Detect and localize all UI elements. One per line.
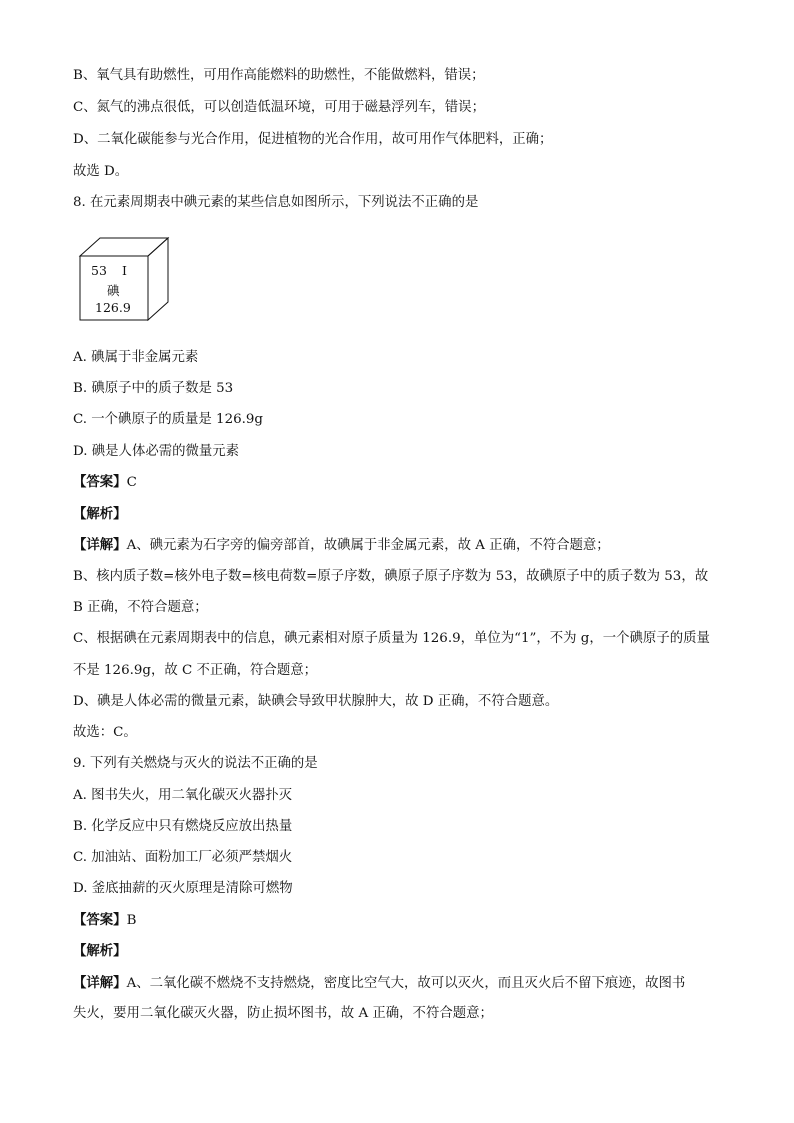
- option-a: A. 碘属于非金属元素: [73, 350, 199, 365]
- text-line: D、二氧化碳能参与光合作用，促进植物的光合作用，故可用作气体肥料，正确；: [73, 132, 553, 147]
- option-d: D. 釜底抽薪的灭火原理是清除可燃物: [73, 881, 293, 896]
- detail-label: 【详解】: [73, 975, 127, 991]
- detail-text: 失火，要用二氧化碳灭火器，防止损坏图书，故 A 正确，不符合题意；: [73, 1006, 493, 1021]
- element-symbol: I: [122, 263, 127, 278]
- option-b: B. 碘原子中的质子数是 53: [73, 381, 234, 396]
- detail-text: 不是 126.9g，故 C 不正确，符合题意；: [73, 663, 317, 678]
- answer-label: 【答案】: [73, 474, 127, 490]
- detail-text: B 正确，不符合题意；: [73, 600, 208, 615]
- answer-value: C: [126, 475, 137, 490]
- detail-label: 【详解】: [73, 537, 127, 553]
- option-a: A. 图书失火，用二氧化碳灭火器扑灭: [73, 788, 293, 803]
- answer-label: 【答案】: [73, 912, 127, 928]
- detail-text: 故选：C。: [73, 725, 137, 740]
- text-line: 故选 D。: [73, 164, 129, 179]
- detail-text: B、核内质子数=核外电子数=核电荷数=原子序数，碘原子原子序数为 53，故碘原子中的质子数为 53，故: [73, 569, 709, 584]
- atomic-mass: 126.9: [95, 300, 131, 315]
- detail-row: [73, 973, 734, 994]
- answer-row: [73, 910, 734, 931]
- element-name: 碘: [107, 283, 120, 298]
- answer-row: [73, 472, 734, 493]
- answer-value: B: [126, 913, 137, 928]
- question-9: 9. 下列有关燃烧与灭火的说法不正确的是: [73, 756, 318, 771]
- question-8: 8. 在元素周期表中碘元素的某些信息如图所示，下列说法不正确的是: [73, 195, 479, 210]
- text-line: C、氮气的沸点很低，可以创造低温环境，可用于磁悬浮列车，错误；: [73, 100, 485, 115]
- analysis-label: 【解析】: [73, 943, 127, 959]
- option-d: D. 碘是人体必需的微量元素: [73, 444, 240, 459]
- element-card-cube: [78, 236, 170, 322]
- detail-text: A、碘元素为石字旁的偏旁部首，故碘属于非金属元素，故 A 正确，不符合题意；: [126, 538, 610, 553]
- detail-text: A、二氧化碳不燃烧不支持燃烧，密度比空气大，故可以灭火，而且灭火后不留下痕迹，故图书: [126, 976, 686, 991]
- detail-row: [73, 535, 734, 556]
- detail-text: C、根据碘在元素周期表中的信息，碘元素相对原子质量为 126.9，单位为“1”，不为 g，一个碘原子的质量: [73, 631, 710, 646]
- option-b: B. 化学反应中只有燃烧反应放出热量: [73, 819, 293, 834]
- text-line: B、氧气具有助燃性，可用作高能燃料的助燃性，不能做燃料，错误；: [73, 68, 485, 83]
- atomic-number: 53: [91, 263, 107, 278]
- detail-text: D、碘是人体必需的微量元素，缺碘会导致甲状腺肿大，故 D 正确，不符合题意。: [73, 694, 559, 709]
- analysis-label: 【解析】: [73, 506, 127, 522]
- option-c: C. 一个碘原子的质量是 126.9g: [73, 412, 263, 427]
- option-c: C. 加油站、面粉加工厂必须严禁烟火: [73, 850, 293, 865]
